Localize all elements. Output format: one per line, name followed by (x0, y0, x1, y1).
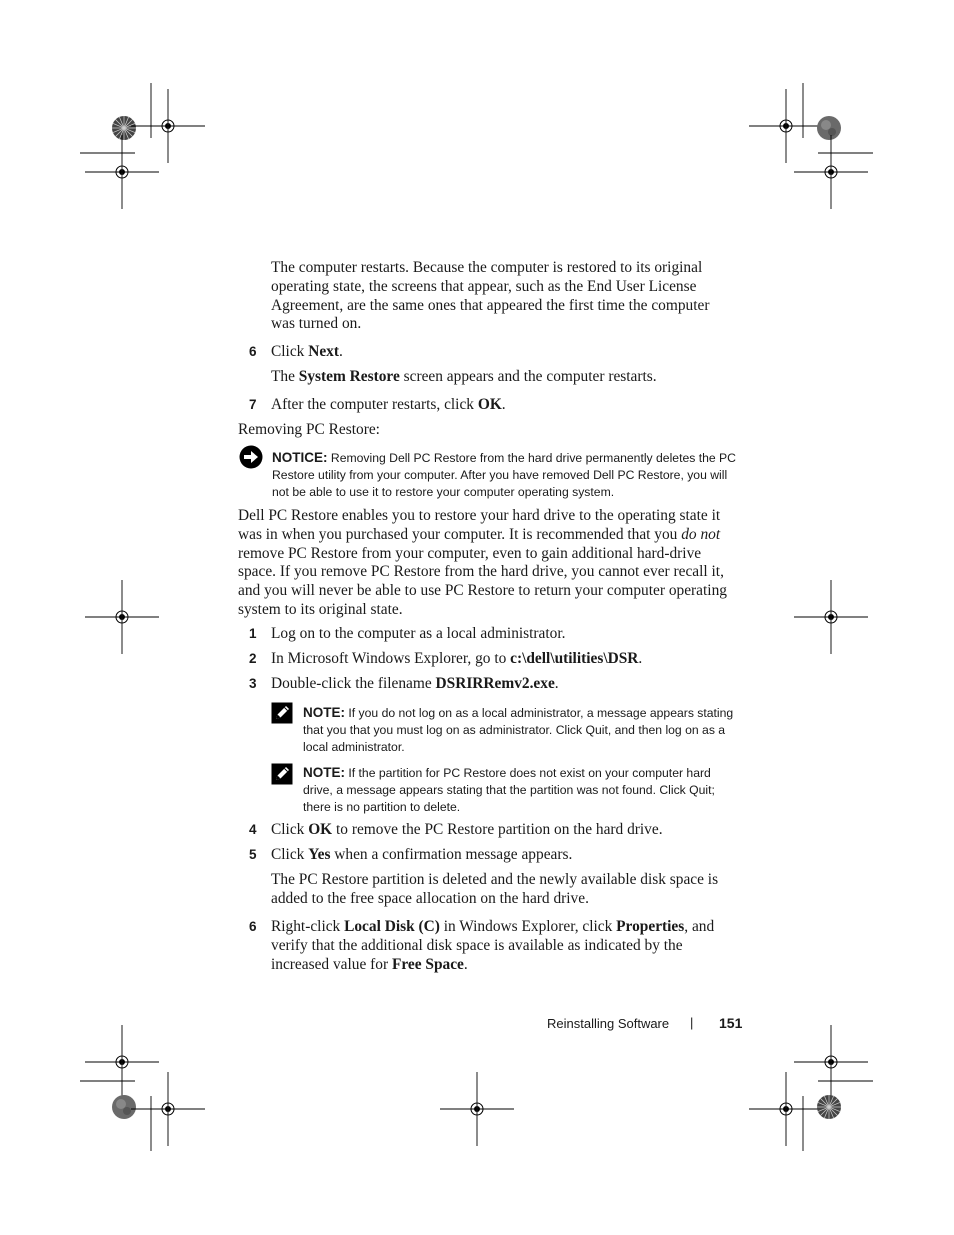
step-text: After the computer restarts, click OK. (271, 396, 506, 413)
notice-label: NOTICE: (272, 450, 328, 465)
note-label: NOTE: (303, 705, 345, 720)
ui-term: OK (477, 396, 502, 413)
ui-term: Next (308, 343, 339, 360)
step-text: Click Yes when a confirmation message appears. (271, 846, 573, 863)
step-number: 6 (249, 344, 257, 359)
step-text: Click Next. (271, 343, 343, 360)
step-text: Double-click the filename DSRIRRemv2.exe. (271, 675, 559, 692)
ui-term: System Restore (298, 368, 400, 385)
ui-term: Quit (585, 723, 608, 737)
footer-section-title: Reinstalling Software (547, 1016, 670, 1031)
section-heading: Removing PC Restore: (238, 421, 380, 438)
page-number: 151 (719, 1015, 743, 1031)
step-text: In Microsoft Windows Explorer, go to c:\dell\utilities\DSR. (271, 650, 643, 667)
note-pencil-icon (271, 702, 293, 724)
note-block: NOTE: If the partition for PC Restore does not exist on your computer hard drive, a message appears stating that the partition was not found. Click Quit; there is no partition to delete. (303, 765, 715, 814)
step-number: 3 (249, 676, 257, 691)
notice-block: NOTICE: Removing Dell PC Restore from the hard drive permanently deletes the PC Restore utility from your computer. After you have removed Dell PC Restore, you will not be able to use it to restore your computer operating system. (272, 450, 736, 499)
ui-term: Local Disk (C) (344, 918, 440, 935)
step-number: 1 (249, 626, 257, 641)
intro-paragraph: The computer restarts. Because the computer is restored to its original operating state, the screens that appear, such as the End User License Agreement, are the same ones that appeared the first time the computer was turned on. (271, 259, 710, 333)
step-text: Right-click Local Disk (C) in Windows Explorer, click Properties, and verify that the additional disk space is available as indicated by the increased value for Free Space. (271, 918, 715, 973)
ui-term: Yes (308, 846, 331, 863)
ui-term: Properties (616, 918, 685, 935)
note-block: NOTE: If you do not log on as a local administrator, a message appears stating that you that you must log on as administrator. Click Quit, and then log on as a local administrator. (303, 705, 734, 754)
note-label: NOTE: (303, 765, 345, 780)
notice-icon (239, 445, 263, 469)
footer-separator: | (690, 1015, 694, 1030)
step-number: 6 (249, 919, 257, 934)
step-result: The PC Restore partition is deleted and the newly available disk space is added to the free space allocation on the hard drive. (271, 871, 719, 907)
ui-term: OK (308, 821, 333, 838)
step-result: The System Restore screen appears and the computer restarts. (271, 368, 657, 385)
step-number: 5 (249, 847, 257, 862)
file-path: c:\dell\utilities\DSR (510, 650, 639, 667)
note-pencil-icon (271, 763, 293, 785)
step-number: 7 (249, 397, 257, 412)
step-number: 2 (249, 651, 257, 666)
body-paragraph: Dell PC Restore enables you to restore your hard drive to the operating state it was in when you purchased your computer. It is recommended that you do not remove PC Restore from your computer, even to gain additional hard-drive space. If you remove PC Restore from the hard drive, you cannot ever recall it, and you will never be able to use PC Restore to return your computer operating system to its original state. (238, 507, 727, 618)
step-text: Click OK to remove the PC Restore partition on the hard drive. (271, 821, 663, 838)
ui-term: Free Space (391, 955, 464, 973)
ui-term: Quit (689, 783, 712, 797)
step-number: 4 (249, 822, 257, 837)
file-name: DSRIRRemv2.exe (435, 675, 555, 692)
step-text: Log on to the computer as a local administrator. (271, 625, 566, 642)
